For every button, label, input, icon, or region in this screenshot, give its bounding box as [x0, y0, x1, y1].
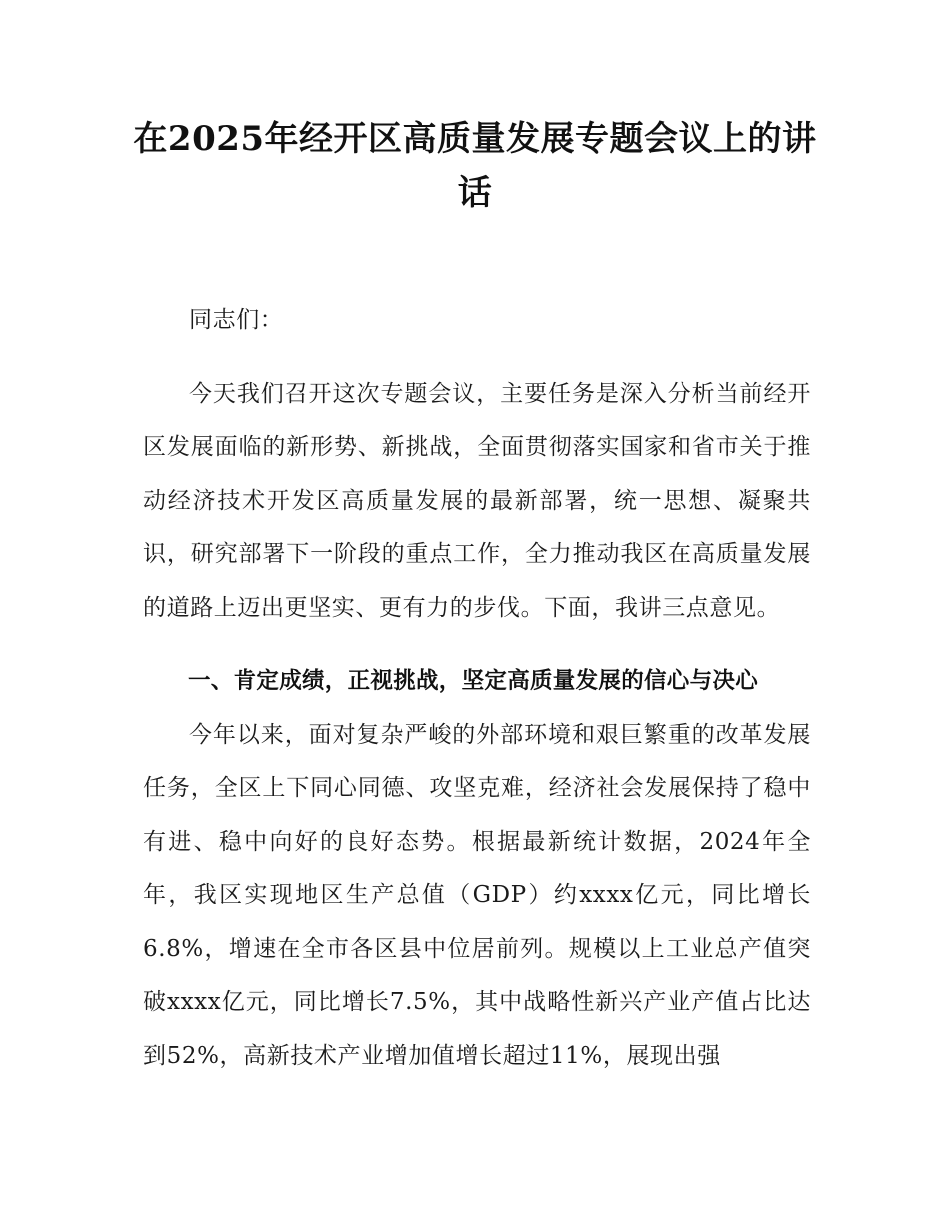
salutation: 同志们： — [189, 307, 284, 333]
document-title: 在2025年经开区高质量发展专题会议上的讲话 — [133, 119, 817, 213]
section-paragraph: 今年以来，面对复杂严峻的外部环境和艰巨繁重的改革发展任务，全区上下同心同德、攻坚克难，经济社会发展保持了稳中有进、稳中向好的良好态势。根据最新统计数据，2024年全年，我区实现地区生产总值（GDP）约xxxx亿元，同比增长6.8%，增速在全市各区县中位居前列。规模以上工业总产值突破xxxx亿元，同比增长7.5%，其中战略性新兴产业产值占比达到52%，高新技术产业增加值增长超过11%，展现出强 — [143, 721, 811, 1069]
document-body — [143, 294, 811, 1083]
intro-paragraph: 今天我们召开这次专题会议，主要任务是深入分析当前经开区发展面临的新形势、新挑战，全面贯彻落实国家和省市关于推动经济技术开发区高质量发展的最新部署，统一思想、凝聚共识，研究部署下一阶段的重点工作，全力推动我区在高质量发展的道路上迈出更坚实、更有力的步伐。下面，我讲三点意见。 — [143, 380, 811, 621]
section-heading: 一、肯定成绩，正视挑战，坚定高质量发展的信心与决心 — [188, 668, 759, 694]
